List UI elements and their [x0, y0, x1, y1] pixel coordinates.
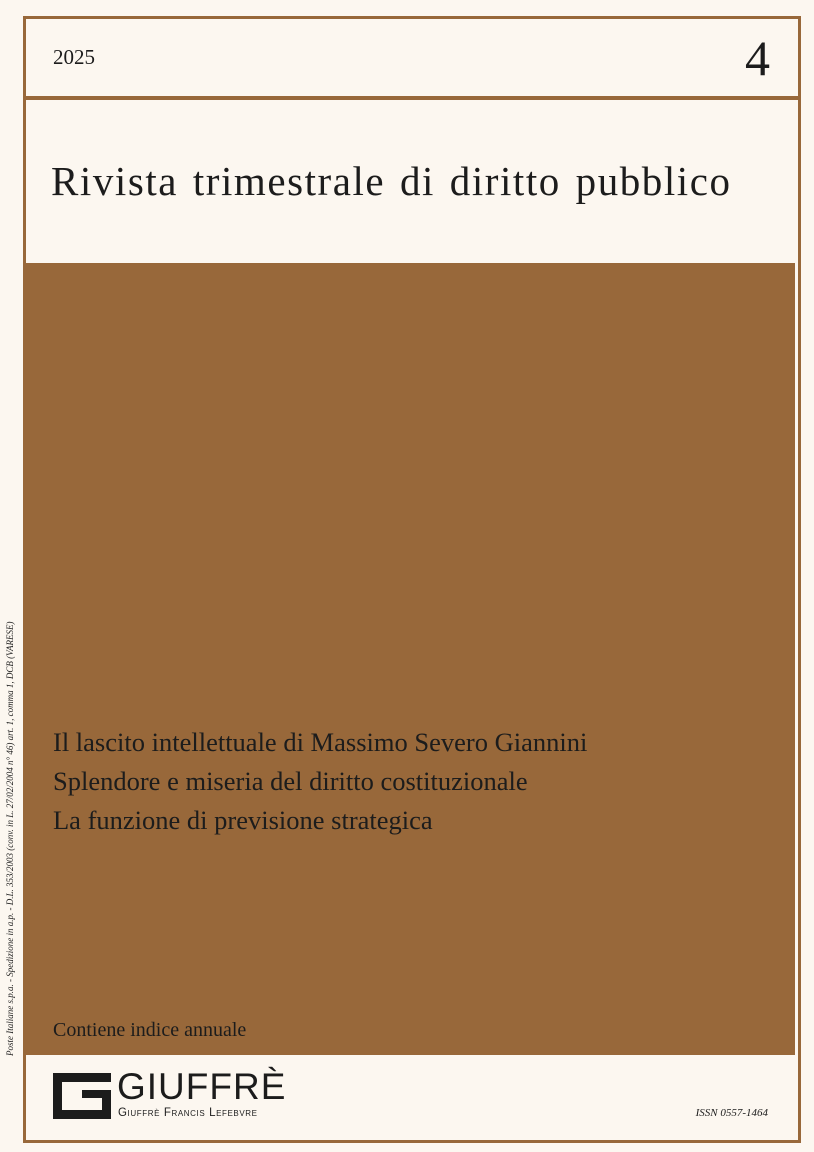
article-title: La funzione di previsione strategica — [53, 805, 433, 835]
publisher-name: GIUFFRÈ — [117, 1066, 287, 1107]
issn-label: ISSN 0557-1464 — [695, 1107, 768, 1119]
giuffre-logo-mark-icon — [53, 1073, 111, 1119]
color-band — [26, 263, 795, 1055]
article-list — [53, 723, 587, 840]
journal-title: Rivista trimestrale di diritto pubblico — [51, 158, 732, 204]
issue-number: 4 — [745, 30, 770, 86]
article-title: Splendore e miseria del diritto costituzionale — [53, 766, 528, 796]
year-label: 2025 — [53, 45, 95, 69]
article-title: Il lascito intellettuale di Massimo Severo Giannini — [53, 727, 588, 757]
publisher-subtitle: Giuffrè Francis Lefebvre — [118, 1107, 258, 1119]
annual-index-note: Contiene indice annuale — [53, 1019, 247, 1041]
postal-notice: Poste Italiane s.p.a. - Spedizione in a.p. - D.L. 353/2003 (conv. in L. 27/02/2004 n° 46) art. 1, comma 1, DCB (VARESE) — [5, 621, 15, 1056]
header-rule — [23, 96, 801, 100]
